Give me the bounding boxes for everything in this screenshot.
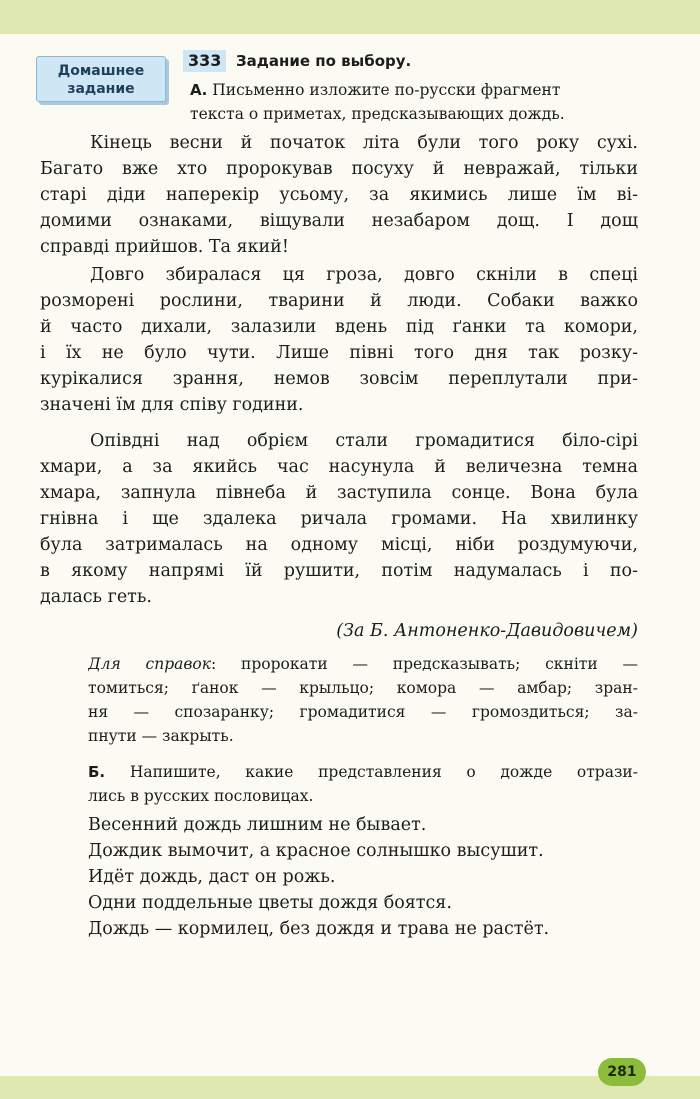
source-attribution: (За Б. Антоненко-Давидовичем): [336, 621, 638, 641]
text-line: домими ознаками, віщували незабаром дощ. І дощ: [40, 211, 638, 231]
text-line: значені їм для співу години.: [40, 395, 304, 415]
text-line: Довго збиралася ця гроза, довго скніли в спеці: [90, 265, 638, 285]
reference-label: Для справок: [88, 655, 211, 673]
part-b-label: Б.: [88, 763, 106, 781]
text-line: Кінець весни й початок літа були того року сухі.: [90, 133, 638, 153]
text-line: і їх не було чути. Лише півні того дня так розку-: [40, 343, 638, 363]
text-line: в якому напрямі їй рушити, потім надумалась і по-: [40, 561, 638, 581]
reference-line3: ня — спозаранку; громадитися — громоздиться; за-: [88, 703, 638, 721]
homework-badge: [36, 56, 166, 102]
top-decorative-band: [0, 0, 700, 34]
text-line: Опівдні над обрієм стали громадитися біло-сірі: [90, 431, 638, 451]
reference-line4: пнути — закрыть.: [88, 727, 234, 745]
task-number: 333: [183, 50, 226, 72]
proverb: Весенний дождь лишним не бывает.: [88, 815, 427, 835]
reference-line1: Для справок: пророкати — предсказывать; скніти —: [88, 655, 638, 673]
part-a-label: А.: [190, 81, 208, 99]
homework-badge-line1: Домашнее: [57, 63, 145, 79]
homework-badge-line2: задание: [67, 81, 135, 97]
proverb: Одни поддельные цветы дождя боятся.: [88, 893, 452, 913]
text-line: Багато вже хто пророкував посуху й невражай, тільки: [40, 159, 638, 179]
text-line: справді прийшов. Та який!: [40, 237, 289, 257]
part-a-instruction-line2: текста о приметах, предсказывающих дождь.: [190, 105, 565, 123]
part-b-instruction-line2: лись в русских пословицах.: [88, 787, 314, 805]
text-line: хмара, запнула півнеба й заступила сонце. Вона була: [40, 483, 638, 503]
reference-line2: томиться; ґанок — крыльцо; комора — амбар; зран-: [88, 679, 638, 697]
text-line: була затрималась на одному місці, ніби роздумуючи,: [40, 535, 638, 555]
bottom-decorative-band: [0, 1076, 700, 1099]
task-title: Задание по выбору.: [236, 52, 412, 70]
part-a-instruction-line1: А. Письменно изложите по-русски фрагмент: [190, 81, 561, 99]
text-line: старі діди наперекір усьому, за якимись лише їм ві-: [40, 185, 638, 205]
proverb: Дождик вымочит, а красное солнышко высушит.: [88, 841, 544, 861]
text-line: й часто дихали, залазили вдень під ґанки та комори,: [40, 317, 638, 337]
proverb: Идёт дождь, даст он рожь.: [88, 867, 336, 887]
part-b-instruction-line1: Б. Напишите, какие представления о дожде отрази-: [88, 763, 638, 781]
text-line: хмари, а за якийсь час насунула й величезна темна: [40, 457, 638, 477]
text-line: курікалися зрання, немов зовсім переплутали при-: [40, 369, 638, 389]
text-line: далась геть.: [40, 587, 152, 607]
page-number: 281: [598, 1058, 646, 1086]
text-line: розморені рослини, тварини й люди. Собаки важко: [40, 291, 638, 311]
text-line: гнівна і ще здалека ричала громами. На хвилинку: [40, 509, 638, 529]
proverb: Дождь — кормилец, без дождя и трава не растёт.: [88, 919, 550, 939]
